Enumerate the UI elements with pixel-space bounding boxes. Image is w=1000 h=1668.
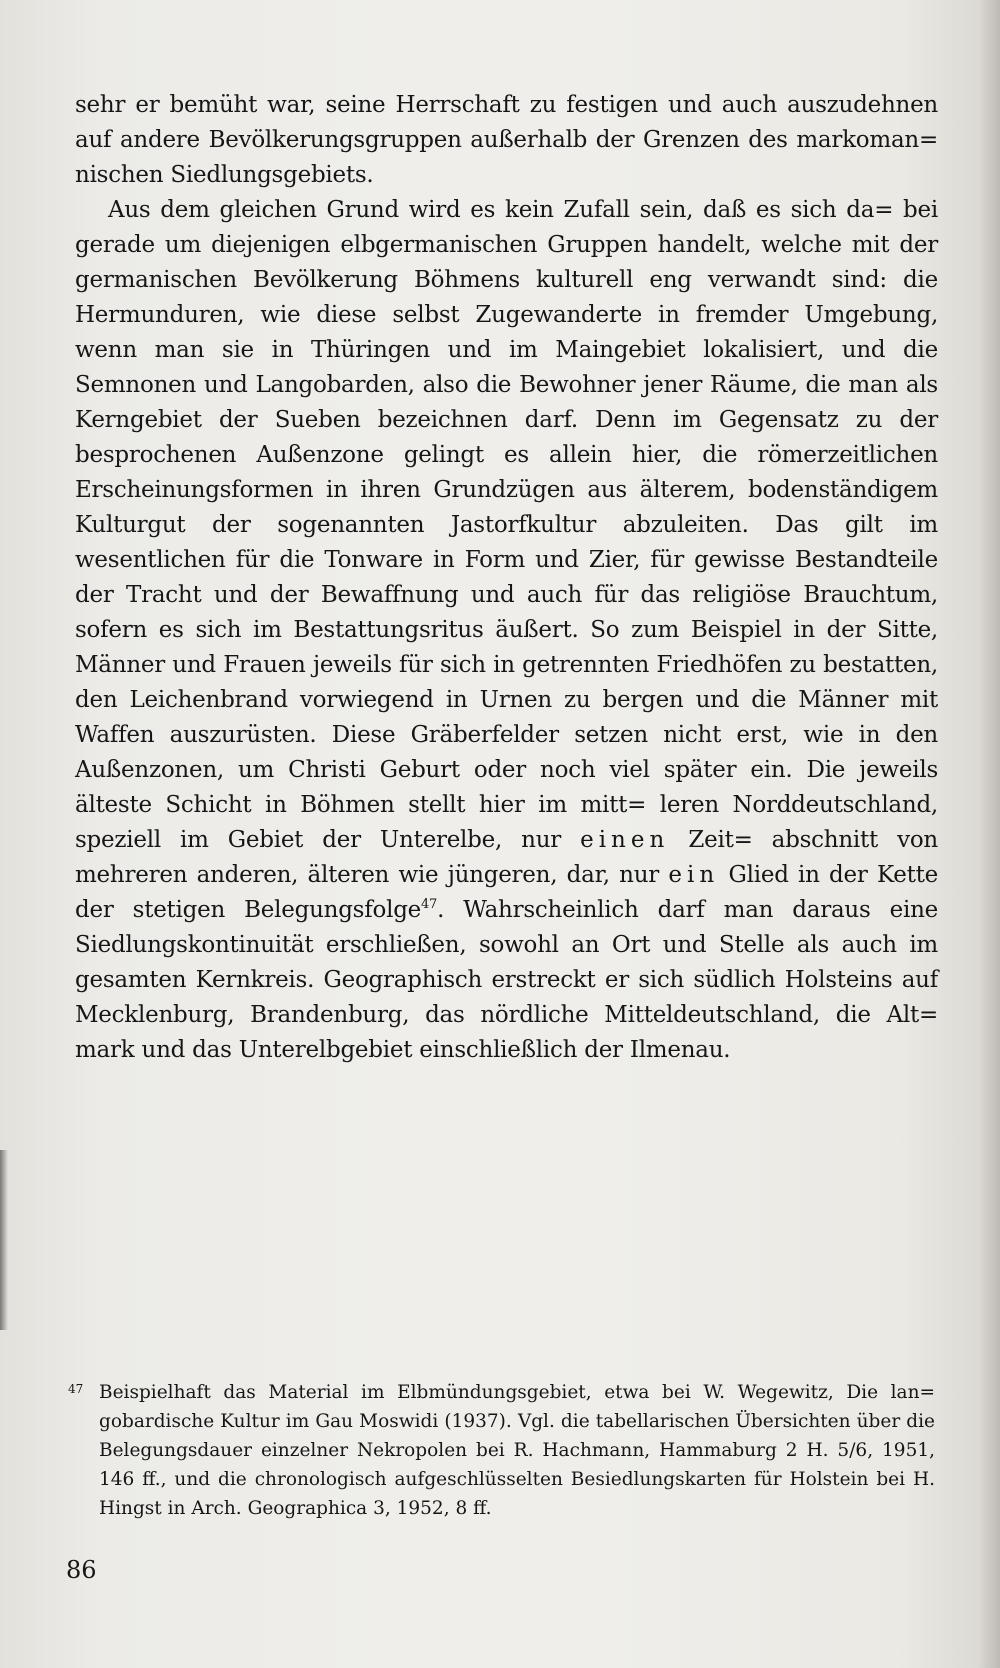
gutter-shadow [978,0,1000,1668]
emphasis-spaced: ein [668,862,720,888]
footnote-marker: 47 [68,1382,84,1396]
footnote [68,1378,935,1523]
page-number: 86 [66,1556,97,1584]
footnote-text: Beispielhaft das Material im Elbmündungsgebiet, etwa bei W. Wegewitz, Die lan= gobardische Kultur im Gau Moswidi (1937). Vgl. die tabellarischen Übersichten über die Belegungsdauer einzelner Nekropolen bei R. Hachmann, Hammaburg 2 H. 5/6, 1951, 146 ff., und die chronologisch aufgeschlüsselten Besiedlungskarten für Holstein bei H. Hingst in Arch. Geographica 3, 1952, 8 ff. [99,1382,935,1519]
main-text [75,88,938,1068]
text-run: Glied in der Kette der stetigen Belegungsfolge [75,862,938,923]
paragraph [75,193,938,1068]
text-run: Aus dem gleichen Grund wird es kein Zufall sein, daß es sich da= bei gerade um diejenigen elbgermanischen Gruppen handelt, welche mit der germanischen Bevölkerung Böhmens kulturell eng verwandt sind: die Hermunduren, wie diese selbst Zugewanderte in fremder Umgebung, wenn man sie in Thüringen und im Maingebiet lokalisiert, und die Semnonen und Langobarden, also die Bewohner jener Räume, die man als Kerngebiet der Sueben bezeichnen darf. Denn im Gegensatz zu der besprochenen Außenzone gelingt es allein hier, die römerzeitlichen Erscheinungsformen in ihren Grundzügen aus älterem, bodenständigem Kulturgut der sogenannten Jastorfkultur abzuleiten. Das gilt im wesentlichen für die Tonware in Form und Zier, für gewisse Bestandteile der Tracht und der Bewaffnung und auch für das religiöse Brauchtum, sofern es sich im Bestattungsritus äußert. So zum Beispiel in der Sitte, Männer und Frauen jeweils für sich in getrennten Friedhöfen zu bestatten, den Leichenbrand vorwiegend in Urnen zu bergen und die Männer mit Waffen auszurüsten. Diese Gräberfelder setzen nicht erst, wie in den Außenzonen, um Christi Geburt oder noch viel später ein. Die jeweils älteste Schicht in Böhmen stellt hier im mitt= leren Norddeutschland, speziell im Gebiet der Unterelbe, nur [75,197,938,853]
text-run: . Wahrscheinlich darf man daraus eine Siedlungskontinuität erschließen, sowohl an Ort und Stelle als auch im gesamten Kernkreis. Geographisch erstreckt er sich südlich Holsteins auf Mecklenburg, Brandenburg, das nördliche Mitteldeutschland, die Alt= mark und das Unterelbgebiet einschließlich der Ilmenau. [75,897,939,1063]
page-edge-shadow [0,1150,8,1330]
footnote-reference: 47 [421,897,438,912]
emphasis-spaced: einen [580,827,670,853]
text-run: Zeit= abschnitt von mehreren anderen, älteren wie jüngeren, dar, nur [75,827,938,888]
paragraph: sehr er bemüht war, seine Herrschaft zu festigen und auch auszudehnen auf andere Bevölkerungsgruppen außerhalb der Grenzen des markoman= nischen Siedlungsgebiets. [75,92,938,188]
